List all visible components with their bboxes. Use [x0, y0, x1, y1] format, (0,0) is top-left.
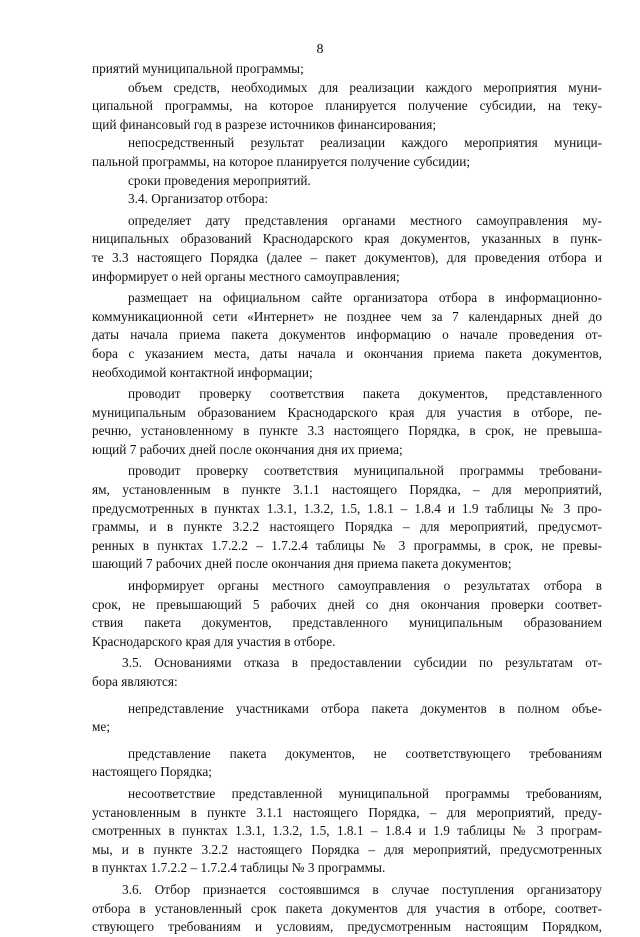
text-line: сроки проведения мероприятий.: [128, 172, 311, 188]
text-line: 3.6. Отбор признается состоявшимся в случае поступления организатору: [122, 881, 602, 897]
text-line: Краснодарского края для участия в отборе.: [92, 633, 336, 649]
text-line: смотренных в пунктах 1.3.1, 1.3.2, 1.5, 1.8.1 – 1.8.4 и 1.9 таблицы № 3 програм-: [92, 823, 602, 839]
text-line: приятий муниципальной программы;: [92, 61, 304, 76]
text-line: размещает на официальном сайте организатора отбора в информационно-: [128, 290, 602, 306]
text-line: информирует о ней органы местного самоуправления;: [92, 268, 400, 284]
text-line: речню, установленному в пункте 3.3 настоящего Порядка, в срок, не превыша-: [92, 423, 602, 439]
text-line: бора являются:: [92, 674, 178, 689]
text-line: ме;: [92, 719, 111, 735]
text-line: настоящего Порядка;: [92, 764, 212, 780]
text-line: непосредственный результат реализации каждого мероприятия муници-: [128, 135, 602, 151]
text-line: определяет дату представления органами местного самоуправления му-: [128, 212, 602, 228]
text-line: бора с указанием места, даты начала и окончания приема пакета документов,: [92, 345, 602, 361]
text-line: срок, не превышающий 5 рабочих дней со дня окончания проверки соответ-: [92, 596, 602, 612]
text-line: ющий 7 рабочих дней после окончания дня их приема;: [92, 441, 403, 457]
text-line: несоответствие представленной муниципальной программы требованиям,: [128, 785, 602, 801]
text-line: отбора в установленный срок пакета документов для участия в отборе, соответ-: [92, 900, 602, 916]
text-line: даты начала приема пакета документов информацию о начале проведения от-: [92, 327, 602, 343]
text-line: предусмотренных в пунктах 1.3.1, 1.3.2, 1.5, 1.8.1 – 1.8.4 и 1.9 таблицы № 3 про-: [92, 500, 602, 516]
text-line: проводит проверку соответствия пакета документов, представленного: [128, 386, 602, 402]
text-line: представление пакета документов, не соответствующего требованиям: [128, 745, 602, 761]
text-line: муниципальным образованием Краснодарского края для участия в отборе, пе-: [92, 404, 602, 420]
text-line: 3.5. Основаниями отказа в предоставлении субсидии по результатам от-: [122, 655, 602, 671]
text-line: необходимой контактной информации;: [92, 364, 313, 380]
page-number: 8: [316, 42, 324, 57]
text-line: ям, установленным в пункте 3.1.1 настоящего Порядка, – для мероприятий,: [92, 482, 602, 498]
text-line: те 3.3 настоящего Порядка (далее – пакет документов), для проведения отбора и: [92, 249, 602, 265]
text-line: коммуникационной сети «Интернет» не позднее чем за 7 календарных дней до: [92, 308, 602, 324]
text-line: проводит проверку соответствия муниципальной программы требовани-: [128, 463, 602, 479]
text-line: щий финансовый год в разрезе источников финансирования;: [92, 116, 437, 132]
text-line: граммы, и в пункте 3.2.2 настоящего Порядка – для мероприятий, предусмот-: [92, 519, 602, 535]
text-line: в пунктах 1.7.2.2 – 1.7.2.4 таблицы № 3 программы.: [92, 860, 386, 876]
text-line: 3.4. Организатор отбора:: [128, 191, 269, 207]
text-line: ниципальных образований Краснодарского края документов, указанных в пунк-: [92, 231, 602, 247]
document-body: [92, 60, 602, 937]
text-line: пальной программы, на которое планируется получение субсидии;: [92, 153, 471, 169]
text-line: ципальной программы, на которое планируется получение субсидии, на теку-: [92, 98, 602, 114]
paragraph-gap: [92, 737, 602, 745]
text-line: объем средств, необходимых для реализации каждого мероприятия муни-: [128, 79, 602, 95]
text-line: информирует органы местного самоуправления о результатах отбора в: [128, 578, 602, 594]
text-line: мы, и в пункте 3.2.2 настоящего Порядка – для мероприятий, предусмотренных: [92, 841, 602, 857]
text-line: ствующего требованиям и условиям, предусмотренным настоящим Порядком,: [92, 919, 602, 935]
text-line: ренных в пунктах 1.7.2.2 – 1.7.2.4 таблицы № 3 программы, в срок, не превы-: [92, 537, 602, 553]
text-line: шающий 7 рабочих дней после окончания дня приема пакета документов;: [92, 556, 512, 572]
text-line: установленным в пункте 3.1.1 настоящего Порядка, – для мероприятий, преду-: [92, 804, 602, 820]
paragraph-gap: [92, 692, 602, 700]
text-line: ствия пакета документов, представленного муниципальным образованием: [92, 615, 602, 631]
text-line: непредставление участниками отбора пакета документов в полном объе-: [128, 700, 602, 716]
